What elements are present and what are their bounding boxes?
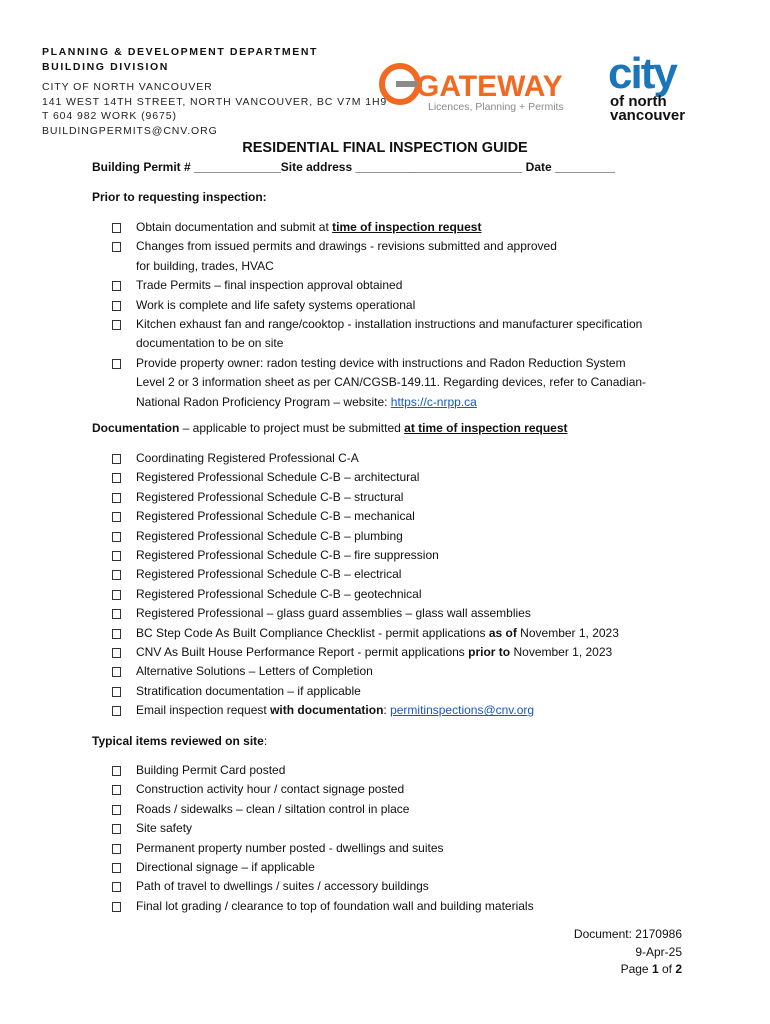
document-number: Document: 2170986 — [573, 927, 682, 941]
city-word: city — [608, 50, 676, 98]
checklist-item: Stratification documentation – if applicable — [110, 682, 619, 701]
checklist-item: BC Step Code As Built Compliance Checklist - permit applications as of November 1, 2023 — [110, 624, 619, 643]
vancouver-word: vancouver — [610, 107, 686, 122]
division-name: BUILDING DIVISION — [42, 61, 169, 73]
permit-form-line: Building Permit # _____________Site address _________________________ Date _________ — [92, 160, 616, 174]
inspection-email-link[interactable]: permitinspections@cnv.org — [390, 703, 535, 718]
checkbox-icon[interactable] — [112, 766, 121, 776]
checklist-item: Changes from issued permits and drawings - revisions submitted and approved for building, trades, HVAC — [110, 237, 646, 276]
typical-checklist — [110, 761, 534, 916]
checkbox-icon[interactable] — [112, 863, 121, 873]
prior-checklist — [110, 218, 646, 412]
checkbox-icon[interactable] — [112, 551, 121, 561]
checkbox-icon[interactable] — [112, 687, 121, 697]
checklist-item: Coordinating Registered Professional C-A — [110, 449, 619, 468]
documentation-heading: Documentation – applicable to project must be submitted at time of inspection request — [92, 421, 568, 435]
checklist-item: Registered Professional Schedule C-B – plumbing — [110, 527, 619, 546]
checklist-item: Building Permit Card posted — [110, 761, 534, 780]
checkbox-icon[interactable] — [112, 824, 121, 834]
of-north-word: of north — [610, 93, 667, 110]
checkbox-icon[interactable] — [112, 301, 121, 311]
checkbox-icon[interactable] — [112, 359, 121, 369]
checkbox-icon[interactable] — [112, 609, 121, 619]
checklist-item: Construction activity hour / contact signage posted — [110, 780, 534, 799]
gateway-logo — [376, 60, 576, 116]
checklist-item: Directional signage – if applicable — [110, 858, 534, 877]
checklist-item: Permanent property number posted - dwellings and suites — [110, 839, 534, 858]
checklist-item: Obtain documentation and submit at time of inspection request — [110, 218, 646, 237]
documentation-checklist — [110, 449, 619, 721]
checklist-item: Registered Professional Schedule C-B – architectural — [110, 468, 619, 487]
gateway-tagline: Licences, Planning + Permits — [428, 101, 564, 113]
department-heading — [42, 45, 318, 75]
street-address: 141 WEST 14TH STREET, NORTH VANCOUVER, BC V7M 1H9 — [42, 95, 388, 108]
checklist-item: Registered Professional Schedule C-B – fire suppression — [110, 546, 619, 565]
checkbox-icon[interactable] — [112, 667, 121, 677]
checklist-item: CNV As Built House Performance Report - permit applications prior to November 1, 2023 — [110, 643, 619, 662]
document-footer — [574, 926, 682, 979]
checkbox-icon[interactable] — [112, 844, 121, 854]
checklist-item: Work is complete and life safety systems operational — [110, 296, 646, 315]
checklist-item: Path of travel to dwellings / suites / accessory buildings — [110, 877, 534, 896]
checklist-item: Site safety — [110, 819, 534, 838]
checkbox-icon[interactable] — [112, 785, 121, 795]
city-name: CITY OF NORTH VANCOUVER — [42, 81, 213, 93]
email-address: BUILDINGPERMITS@CNV.ORG — [42, 124, 218, 137]
checkbox-icon[interactable] — [112, 590, 121, 600]
checklist-item: Alternative Solutions – Letters of Completion — [110, 662, 619, 681]
checklist-item: Registered Professional Schedule C-B – electrical — [110, 565, 619, 584]
checkbox-icon[interactable] — [112, 706, 121, 716]
checkbox-icon[interactable] — [112, 648, 121, 658]
checkbox-icon[interactable] — [112, 532, 121, 542]
page-indicator: Page 1 of 2 — [620, 962, 682, 976]
department-name: PLANNING & DEVELOPMENT DEPARTMENT — [42, 46, 319, 58]
page-title: RESIDENTIAL FINAL INSPECTION GUIDE — [242, 140, 528, 156]
checkbox-icon[interactable] — [112, 805, 121, 815]
checklist-item: Registered Professional – glass guard assemblies – glass wall assemblies — [110, 604, 619, 623]
checklist-item: Registered Professional Schedule C-B – geotechnical — [110, 585, 619, 604]
checkbox-icon[interactable] — [112, 902, 121, 912]
checklist-item: Registered Professional Schedule C-B – structural — [110, 488, 619, 507]
checklist-item: Provide property owner: radon testing device with instructions and Radon Reduction System Level 2 or 3 information sheet as per CAN/CGSB-149.11. Regarding devices, refer to Canadian- National Radon Proficiency Program – website: https://c-nrpp.ca — [110, 354, 646, 412]
checklist-item: Trade Permits – final inspection approval obtained — [110, 276, 646, 295]
checkbox-icon[interactable] — [112, 454, 121, 464]
checkbox-icon[interactable] — [112, 493, 121, 503]
checkbox-icon[interactable] — [112, 320, 121, 330]
checkbox-icon[interactable] — [112, 242, 121, 252]
checkbox-icon[interactable] — [112, 512, 121, 522]
checkbox-icon[interactable] — [112, 882, 121, 892]
phone: T 604 982 WORK (9675) — [42, 110, 177, 122]
document-date: 9-Apr-25 — [635, 944, 682, 959]
checkbox-icon[interactable] — [112, 629, 121, 639]
checklist-item: Email inspection request with documentation: permitinspections@cnv.org — [110, 701, 619, 720]
checkbox-icon[interactable] — [112, 570, 121, 580]
checkbox-icon[interactable] — [112, 281, 121, 291]
checklist-item: Kitchen exhaust fan and range/cooktop - installation instructions and manufacturer specification documentation to be on site — [110, 315, 646, 354]
contact-block — [42, 80, 387, 138]
prior-heading: Prior to requesting inspection: — [92, 190, 267, 204]
checklist-item: Registered Professional Schedule C-B – mechanical — [110, 507, 619, 526]
checkbox-icon[interactable] — [112, 473, 121, 483]
checklist-item: Roads / sidewalks – clean / siltation control in place — [110, 800, 534, 819]
checkbox-icon[interactable] — [112, 223, 121, 233]
typical-heading: Typical items reviewed on site: — [92, 734, 268, 748]
gateway-word: GATEWAY — [416, 70, 563, 103]
city-of-north-vancouver-logo — [606, 50, 716, 122]
radon-program-link[interactable]: https://c-nrpp.ca — [390, 394, 477, 409]
checklist-item: Final lot grading / clearance to top of foundation wall and building materials — [110, 897, 534, 916]
